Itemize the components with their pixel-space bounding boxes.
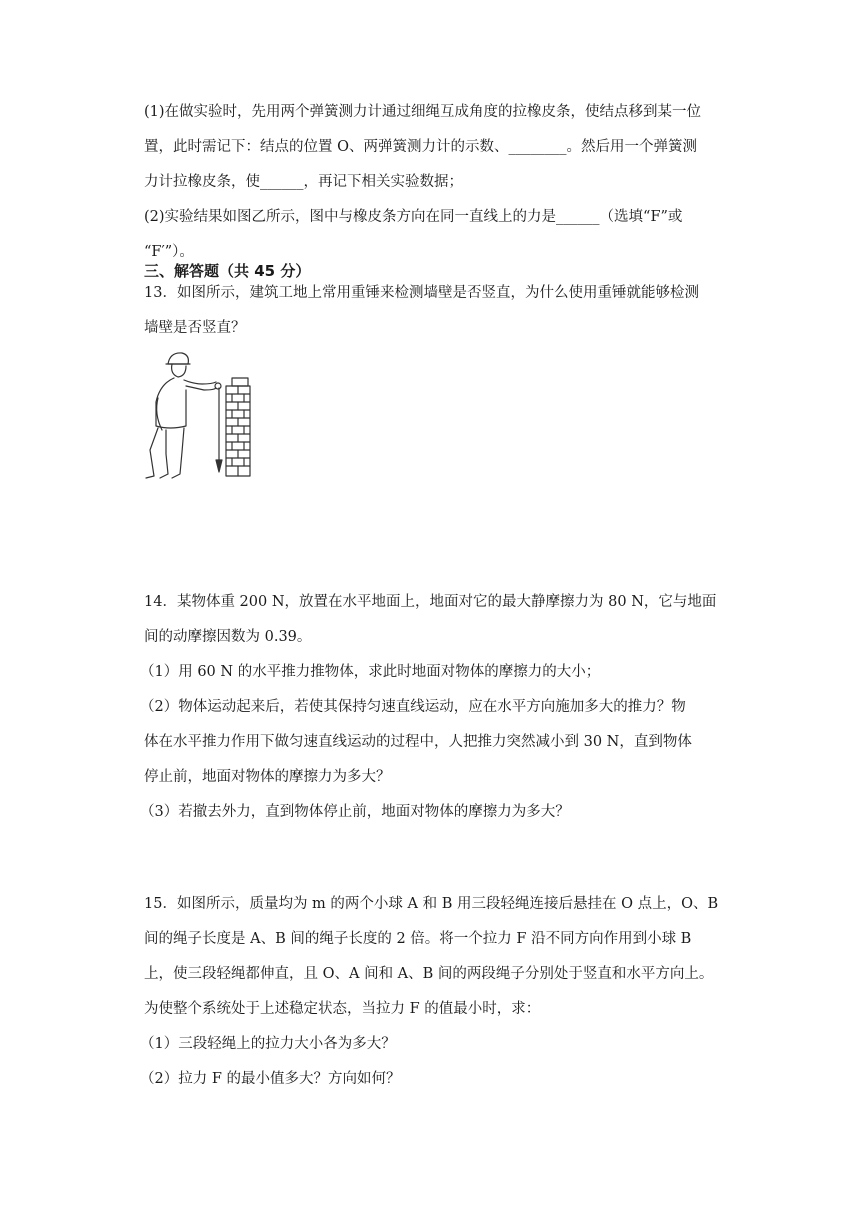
q14-line2: 间的动摩擦因数为 0.39。: [144, 629, 312, 645]
q13-line1: 13．如图所示，建筑工地上常用重锤来检测墙壁是否竖直，为什么使用重锤就能够检测: [144, 285, 699, 301]
prev-q1-line3: 力计拉橡皮条，使______，再记下相关实验数据；: [144, 174, 463, 190]
prev-q1-line1: (1)在做实验时，先用两个弹簧测力计通过细绳互成角度的拉橡皮条，使结点移到某一位: [144, 104, 702, 120]
plumb-bob-worker-figure: [140, 350, 260, 482]
q15-line4: 为使整个系统处于上述稳定状态，当拉力 F 的值最小时，求：: [144, 1001, 541, 1017]
prev-q2-line1: (2)实验结果如图乙所示，图中与橡皮条方向在同一直线上的力是______（选填“F”或: [144, 209, 683, 225]
q13-line2: 墙壁是否竖直？: [144, 320, 246, 336]
q14-part2-line3: 停止前，地面对物体的摩擦力为多大？: [144, 769, 391, 785]
q14-part2-line2: 体在水平推力作用下做匀速直线运动的过程中，人把推力突然减小到 30 N，直到物体: [144, 734, 692, 750]
section-title: 三、解答题（共 45 分）: [144, 262, 311, 280]
prev-q2-line2: “F′”）。: [144, 244, 194, 260]
q15-line3: 上，使三段轻绳都伸直，且 O、A 间和 A、B 间的两段绳子分别处于竖直和水平方向上。: [144, 966, 714, 982]
q14-line1: 14．某物体重 200 N，放置在水平地面上，地面对它的最大静摩擦力为 80 N，它与地面: [144, 594, 717, 610]
q15-part1: （1）三段轻绳上的拉力大小各为多大？: [140, 1036, 396, 1052]
q14-part3: （3）若撤去外力，直到物体停止前，地面对物体的摩擦力为多大？: [140, 804, 570, 820]
q15-line1: 15．如图所示，质量均为 m 的两个小球 A 和 B 用三段轻绳连接后悬挂在 O 点上，O、B: [144, 896, 719, 912]
q14-part1: （1）用 60 N 的水平推力推物体，求此时地面对物体的摩擦力的大小；: [140, 664, 601, 680]
q15-line2: 间的绳子长度是 A、B 间的绳子长度的 2 倍。将一个拉力 F 沿不同方向作用到小球 B: [144, 931, 692, 947]
prev-q1-line2: 置，此时需记下：结点的位置 O、两弹簧测力计的示数、________。然后用一个弹簧测: [144, 139, 697, 155]
q14-part2-line1: （2）物体运动起来后，若使其保持匀速直线运动，应在水平方向施加多大的推力？物: [140, 699, 686, 715]
q15-part2: （2）拉力 F 的最小值多大？方向如何？: [140, 1071, 401, 1087]
